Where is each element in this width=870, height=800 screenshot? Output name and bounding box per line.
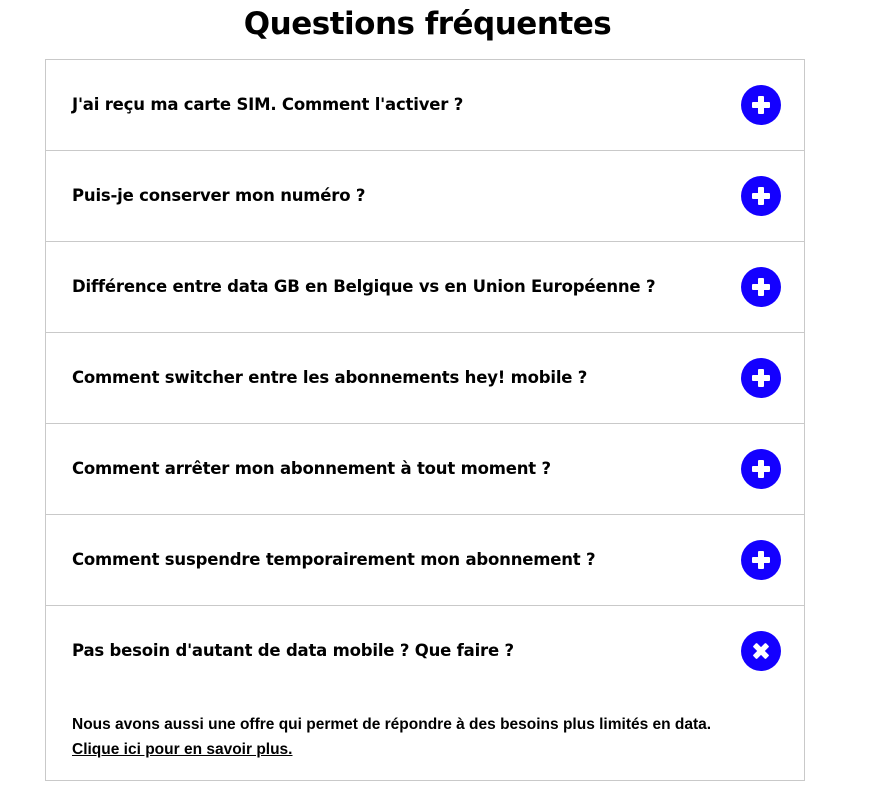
expand-button[interactable] (741, 85, 781, 125)
expand-button[interactable] (741, 358, 781, 398)
plus-icon (752, 278, 770, 296)
faq-item-expanded[interactable] (46, 606, 804, 762)
faq-answer (46, 696, 804, 762)
faq-item[interactable] (46, 60, 804, 151)
faq-question[interactable]: J'ai reçu ma carte SIM. Comment l'activer ? (72, 95, 464, 114)
page-title: Questions fréquentes (243, 6, 612, 42)
faq-answer-text: Nous avons aussi une offre qui permet de répondre à des besoins plus limités en data. (72, 716, 712, 733)
collapse-button[interactable] (741, 631, 781, 671)
expand-button[interactable] (741, 449, 781, 489)
plus-icon (752, 551, 770, 569)
faq-question[interactable]: Comment arrêter mon abonnement à tout moment ? (72, 459, 551, 478)
plus-icon (752, 96, 770, 114)
faq-question[interactable]: Pas besoin d'autant de data mobile ? Que faire ? (72, 641, 514, 660)
expand-button[interactable] (741, 540, 781, 580)
faq-question[interactable]: Comment switcher entre les abonnements hey! mobile ? (72, 368, 588, 387)
faq-accordion (45, 59, 805, 781)
faq-question[interactable]: Puis-je conserver mon numéro ? (72, 186, 366, 205)
plus-icon (752, 369, 770, 387)
faq-question[interactable]: Différence entre data GB en Belgique vs en Union Européenne ? (72, 277, 656, 296)
learn-more-link[interactable]: Clique ici pour en savoir plus. (72, 741, 293, 758)
close-icon (752, 642, 770, 660)
faq-item[interactable] (46, 424, 804, 515)
expand-button[interactable] (741, 267, 781, 307)
faq-item[interactable] (46, 242, 804, 333)
plus-icon (752, 460, 770, 478)
plus-icon (752, 187, 770, 205)
faq-item[interactable] (46, 515, 804, 606)
faq-question[interactable]: Comment suspendre temporairement mon abonnement ? (72, 550, 596, 569)
faq-item[interactable] (46, 151, 804, 242)
faq-item[interactable] (46, 333, 804, 424)
expand-button[interactable] (741, 176, 781, 216)
